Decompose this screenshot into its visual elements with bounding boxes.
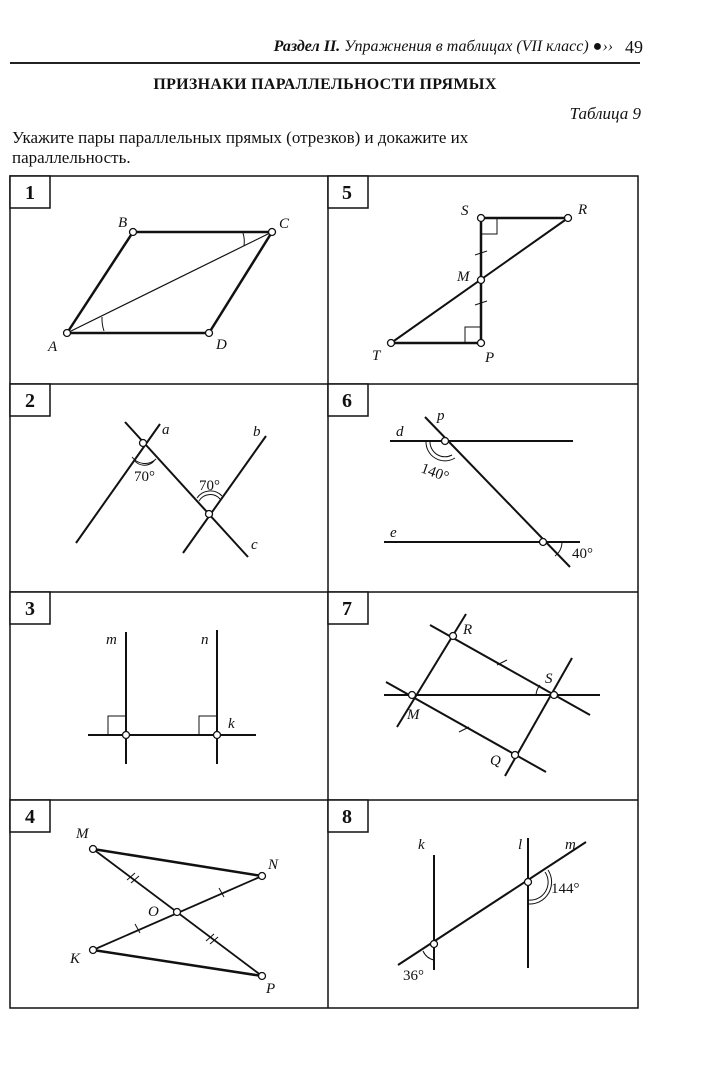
table-label: Таблица 9 bbox=[569, 104, 641, 123]
fig6-label-e: e bbox=[390, 525, 397, 541]
fig2-label-b: b bbox=[253, 424, 261, 440]
fig2-label-a: a bbox=[162, 422, 170, 438]
svg-text:2: 2 bbox=[25, 390, 35, 412]
panel-number-8 bbox=[328, 800, 368, 832]
panel-number-3 bbox=[10, 592, 50, 624]
fig7-label-M: M bbox=[407, 707, 420, 723]
figure-2-lines bbox=[76, 422, 266, 557]
fig4-label-N: N bbox=[268, 857, 279, 873]
fig8-angle-36: 36° bbox=[403, 968, 424, 984]
fig5-label-P: P bbox=[485, 350, 495, 366]
running-title: Упражнения в таблицах (VII класс) bbox=[344, 38, 589, 55]
figure-1-parallelogram bbox=[64, 229, 276, 337]
fig5-label-T: T bbox=[372, 348, 381, 364]
section-label: Раздел II. bbox=[273, 38, 341, 55]
figure-4-segments bbox=[90, 846, 266, 980]
fig4-label-M: M bbox=[76, 826, 89, 842]
fig3-label-m: m bbox=[106, 632, 117, 648]
fig1-label-A: A bbox=[48, 339, 58, 355]
page-number: 49 bbox=[625, 37, 643, 57]
bullet-icon: ●›› bbox=[592, 38, 613, 55]
fig2-angle-1: 70° bbox=[134, 469, 155, 485]
svg-text:5: 5 bbox=[342, 182, 352, 204]
fig6-angle-40: 40° bbox=[572, 546, 593, 562]
exercise-prompt: Укажите пары параллельных прямых (отрезков) и докажите их параллельность. bbox=[12, 128, 469, 167]
svg-text:3: 3 bbox=[25, 598, 35, 620]
fig1-label-C: C bbox=[279, 216, 290, 232]
page-title: ПРИЗНАКИ ПАРАЛЛЕЛЬНОСТИ ПРЯМЫХ bbox=[153, 76, 497, 93]
fig4-label-P: P bbox=[266, 981, 276, 997]
fig1-label-D: D bbox=[216, 337, 227, 353]
fig6-label-d: d bbox=[396, 424, 404, 440]
fig2-label-c: c bbox=[251, 537, 258, 553]
grid-lines bbox=[10, 176, 638, 1008]
svg-text:7: 7 bbox=[342, 598, 352, 620]
panel-number-5 bbox=[328, 176, 368, 208]
panel-number-4 bbox=[10, 800, 50, 832]
figure-6-lines bbox=[384, 417, 580, 567]
fig4-label-K: K bbox=[70, 951, 81, 967]
fig5-label-M: M bbox=[457, 269, 470, 285]
fig6-label-p: p bbox=[437, 408, 445, 424]
fig5-label-S: S bbox=[461, 203, 469, 219]
svg-text:6: 6 bbox=[342, 390, 352, 412]
fig8-label-k: k bbox=[418, 837, 425, 853]
svg-text:8: 8 bbox=[342, 806, 352, 828]
fig2-angle-2: 70° bbox=[199, 478, 220, 494]
fig7-label-Q: Q bbox=[490, 753, 501, 769]
fig4-label-O: O bbox=[148, 904, 159, 920]
fig3-label-k: k bbox=[228, 716, 235, 732]
figure-8-lines bbox=[398, 838, 586, 970]
svg-text:4: 4 bbox=[25, 806, 35, 828]
fig1-label-B: B bbox=[118, 215, 128, 231]
figure-7-lines bbox=[384, 614, 600, 776]
fig5-label-R: R bbox=[578, 202, 588, 218]
fig3-label-n: n bbox=[201, 632, 209, 648]
fig7-label-S: S bbox=[545, 671, 553, 687]
figure-5-segments bbox=[388, 215, 572, 347]
panel-number-1 bbox=[10, 176, 50, 208]
panel-number-2 bbox=[10, 384, 50, 416]
fig8-label-l: l bbox=[518, 837, 523, 853]
panel-number-7 bbox=[328, 592, 368, 624]
svg-text:1: 1 bbox=[25, 182, 35, 204]
fig8-label-m: m bbox=[565, 837, 576, 853]
panel-number-6 bbox=[328, 384, 368, 416]
fig7-label-R: R bbox=[463, 622, 473, 638]
figure-3-lines bbox=[88, 630, 256, 764]
fig8-angle-144: 144° bbox=[551, 881, 580, 897]
fig6-angle-140: 140° bbox=[418, 460, 451, 486]
